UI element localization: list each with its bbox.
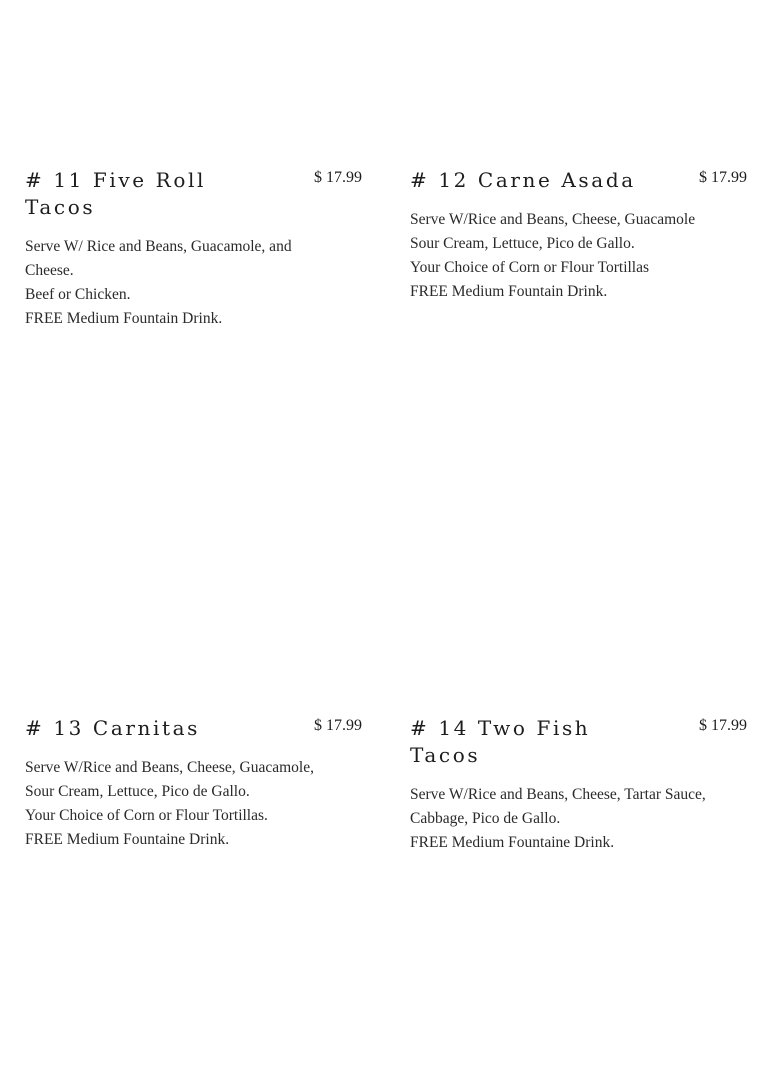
description-line: Serve W/Rice and Beans, Cheese, Guacamole, [25,759,314,776]
menu-item-14 [410,715,747,855]
description-line: FREE Medium Fountain Drink. [25,310,223,327]
menu-item-price: $ 17.99 [314,717,362,734]
description-line: FREE Medium Fountaine Drink. [410,834,615,851]
description-line: Serve W/ Rice and Beans, Guacamole, and Cheese. [25,238,292,279]
description-line: Your Choice of Corn or Flour Tortillas. [25,807,268,824]
menu-item-price: $ 17.99 [699,169,747,186]
menu-item-title: # 14 Two Fish Tacos [410,716,591,767]
menu-item-price: $ 17.99 [314,169,362,186]
menu-item-description [25,235,362,331]
description-line: Serve W/Rice and Beans, Cheese, Tartar Sauce, Cabbage, Pico de Gallo. [410,786,706,827]
menu-item-description [25,756,362,852]
menu-item-price: $ 17.99 [699,717,747,734]
description-line: FREE Medium Fountaine Drink. [25,831,230,848]
description-line: Sour Cream, Lettuce, Pico de Gallo. [25,783,250,800]
description-line: Serve W/Rice and Beans, Cheese, Guacamole [410,211,696,228]
menu-item-header [25,167,362,221]
menu-item-title: # 11 Five Roll Tacos [25,168,206,219]
menu-item-description [410,783,747,855]
menu-item-title: # 12 Carne Asada [410,168,636,192]
menu-item-13 [25,715,362,852]
description-line: Sour Cream, Lettuce, Pico de Gallo. [410,235,635,252]
description-line: Beef or Chicken. [25,286,131,303]
menu-item-header [25,715,362,742]
menu-item-description [410,208,747,304]
description-line: FREE Medium Fountain Drink. [410,283,608,300]
menu-item-header [410,167,747,194]
menu-item-12 [410,167,747,304]
menu-item-title: # 13 Carnitas [25,716,201,740]
description-line: Your Choice of Corn or Flour Tortillas [410,259,650,276]
menu-item-header [410,715,747,769]
menu-item-11 [25,167,362,331]
